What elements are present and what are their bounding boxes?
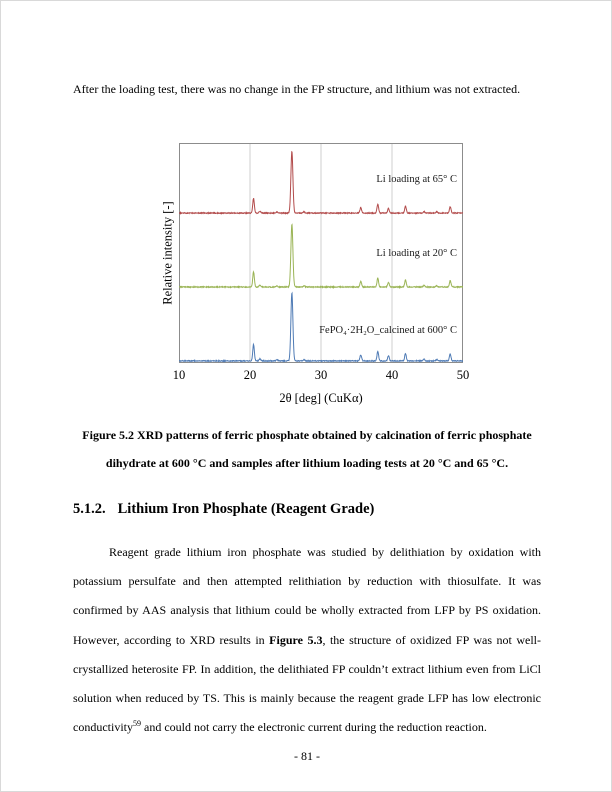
section-heading	[73, 501, 541, 518]
section-number: 5.1.2.	[73, 501, 106, 517]
top-paragraph: After the loading test, there was no change in the FP structure, and lithium was not extracted.	[73, 82, 521, 96]
x-tick-30: 30	[314, 368, 328, 382]
y-axis-label: Relative intensity [-]	[160, 201, 175, 305]
body-text-segment: and could not carry the electronic current during the reduction reaction.	[141, 720, 487, 735]
x-tick-50: 50	[456, 368, 470, 382]
series-label-fepo4: FePO₄·2H₂O_calcined at 600° C	[319, 325, 457, 336]
x-axis-label: 2θ [deg] (CuKα)	[279, 391, 363, 405]
xrd-figure	[151, 134, 481, 419]
page-number: - 81 -	[294, 749, 320, 763]
figure-caption-line-1: Figure 5.2 XRD patterns of ferric phosphate obtained by calcination of ferric phosphate	[82, 428, 532, 442]
figure-5-3-reference: Figure 5.3	[269, 632, 323, 647]
section-title: Lithium Iron Phosphate (Reagent Grade)	[117, 501, 375, 517]
x-tick-20: 20	[243, 368, 257, 382]
x-tick-10: 10	[172, 368, 186, 382]
figure-caption	[37, 421, 577, 477]
citation-superscript: 59	[133, 719, 141, 729]
x-tick-40: 40	[385, 368, 399, 382]
figure-caption-line-2: dihydrate at 600 °C and samples after lithium loading tests at 20 °C and 65 °C.	[105, 456, 509, 470]
series-label-65c: Li loading at 65° C	[376, 174, 457, 185]
body-paragraph	[73, 538, 541, 742]
body-text-segment: Reagent grade lithium iron phosphate was studied by delithiation by oxidation with potassium persulfate and then attempted relithiation by reduction with thiosulfate. It was confirmed by AAS analysis that lithium could be wholly extracted from LFP by PS oxidation. However, according to XRD results in	[73, 545, 541, 647]
body-text-segment: , the structure of oxidized FP was not well-crystallized heterosite FP. In addition, the delithiated FP couldn’t extract lithium even from LiCl solution when reduced by TS. This is mainly because the reagent grade LFP has low electronic conductivity	[73, 632, 541, 735]
series-label-20c: Li loading at 20° C	[376, 248, 457, 259]
